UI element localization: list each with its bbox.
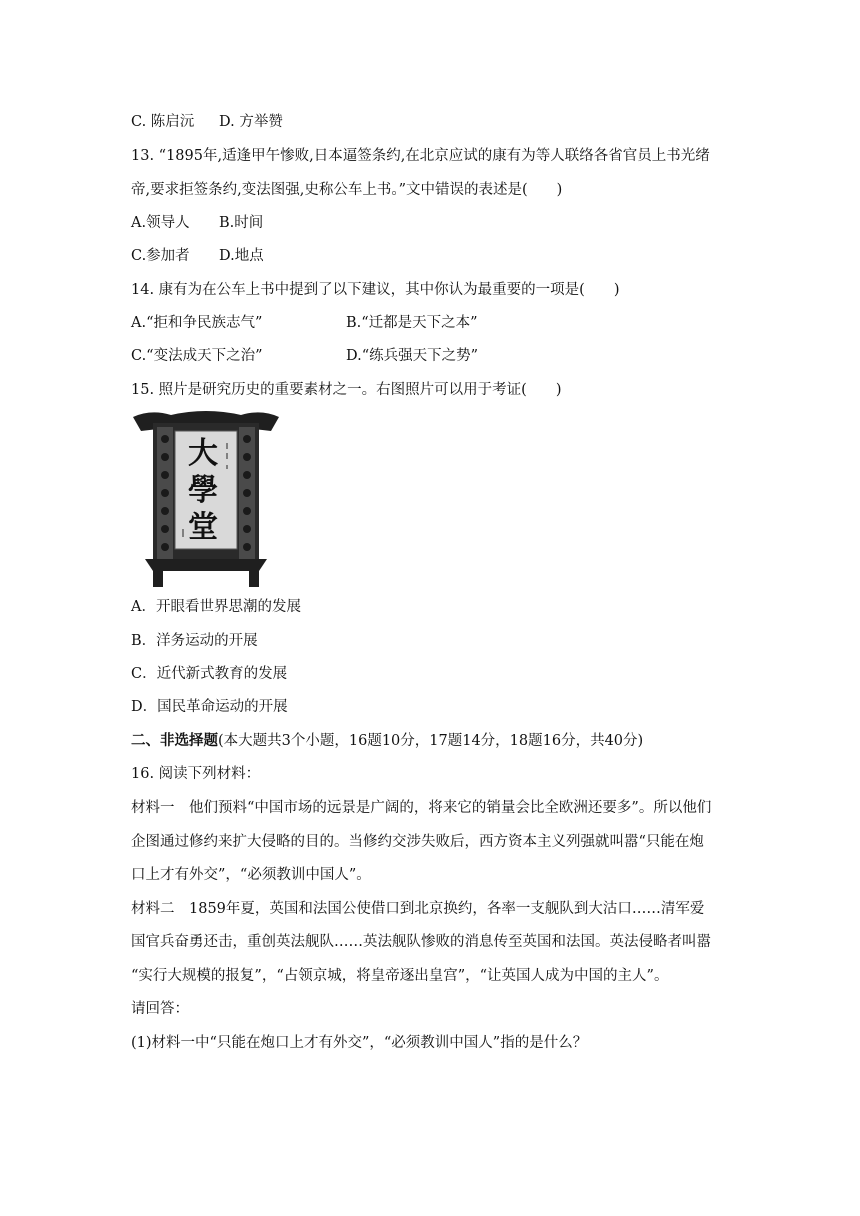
q14-option-b: B.“迁都是天下之本” bbox=[346, 315, 478, 331]
q16-stem: 16. 阅读下列材料： bbox=[131, 766, 261, 782]
section2-desc: (本大题共3个小题，16题10分，17题14分，18题16分，共40分) bbox=[218, 733, 644, 749]
q16-material2-line2: 国官兵奋勇还击，重创英法舰队……英法舰队惨败的消息传至英国和法国。英法侵略者叫嚣 bbox=[131, 934, 711, 950]
q13-option-c: C.参加者 bbox=[131, 248, 190, 264]
q15-option-a: A．开眼看世界思潮的发展 bbox=[131, 599, 301, 615]
q13-stem-line1: 13. “1895年,适逢甲午惨败,日本逼签条约,在北京应试的康有为等人联络各省官员上书光绪 bbox=[131, 148, 710, 164]
q15-option-d: D．国民革命运动的开展 bbox=[131, 699, 288, 715]
q13-option-a: A.领导人 bbox=[131, 215, 190, 231]
q16-material2-line3: “实行大规模的报复”，“占领京城，将皇帝逐出皇宫”，“让英国人成为中国的主人”。 bbox=[131, 968, 669, 984]
q16-material1-line3: 口上才有外交”，“必须教训中国人”。 bbox=[131, 867, 371, 883]
q15-option-b: B．洋务运动的开展 bbox=[131, 633, 258, 649]
q14-stem: 14. 康有为在公车上书中提到了以下建议，其中你认为最重要的一项是( ) bbox=[131, 282, 620, 298]
q14-option-d: D.“练兵强天下之势” bbox=[346, 348, 479, 364]
q12-option-d: D. 方举赞 bbox=[219, 114, 283, 130]
section2-title: 二、非选择题 bbox=[131, 732, 218, 749]
q14-option-c: C.“变法成天下之治” bbox=[131, 348, 263, 364]
q16-material2-line1: 材料二 1859年夏，英国和法国公使借口到北京换约，各率一支舰队到大沽口……清军爱 bbox=[131, 901, 705, 917]
q14-option-a: A.“拒和争民族志气” bbox=[131, 315, 263, 331]
q15-stem: 15. 照片是研究历史的重要素材之一。右图照片可以用于考证( ) bbox=[131, 382, 562, 398]
q16-material1-line2: 企图通过修约来扩大侵略的目的。当修约交涉失败后，西方资本主义列强就叫嚣“只能在炮 bbox=[131, 834, 704, 850]
q16-subquestion-1: (1)材料一中“只能在炮口上才有外交”，“必须教训中国人”指的是什么？ bbox=[131, 1035, 588, 1051]
q13-option-b: B.时间 bbox=[219, 215, 264, 231]
q13-stem-line2: 帝,要求拒签条约,变法图强,史称公车上书。”文中错误的表述是( ) bbox=[131, 182, 563, 198]
q16-ask: 请回答： bbox=[131, 1001, 189, 1017]
q16-material1-line1: 材料一 他们预料“中国市场的远景是广阔的，将来它的销量会比全欧洲还要多”。所以他们 bbox=[131, 800, 712, 816]
q12-option-c: C. 陈启沅 bbox=[131, 114, 195, 130]
section2-header bbox=[131, 731, 741, 751]
plaque-inscription: 大學堂 bbox=[188, 436, 218, 545]
q13-option-d: D.地点 bbox=[219, 248, 264, 264]
daxuetang-plaque-photo bbox=[131, 409, 281, 587]
q15-option-c: C．近代新式教育的发展 bbox=[131, 666, 288, 682]
